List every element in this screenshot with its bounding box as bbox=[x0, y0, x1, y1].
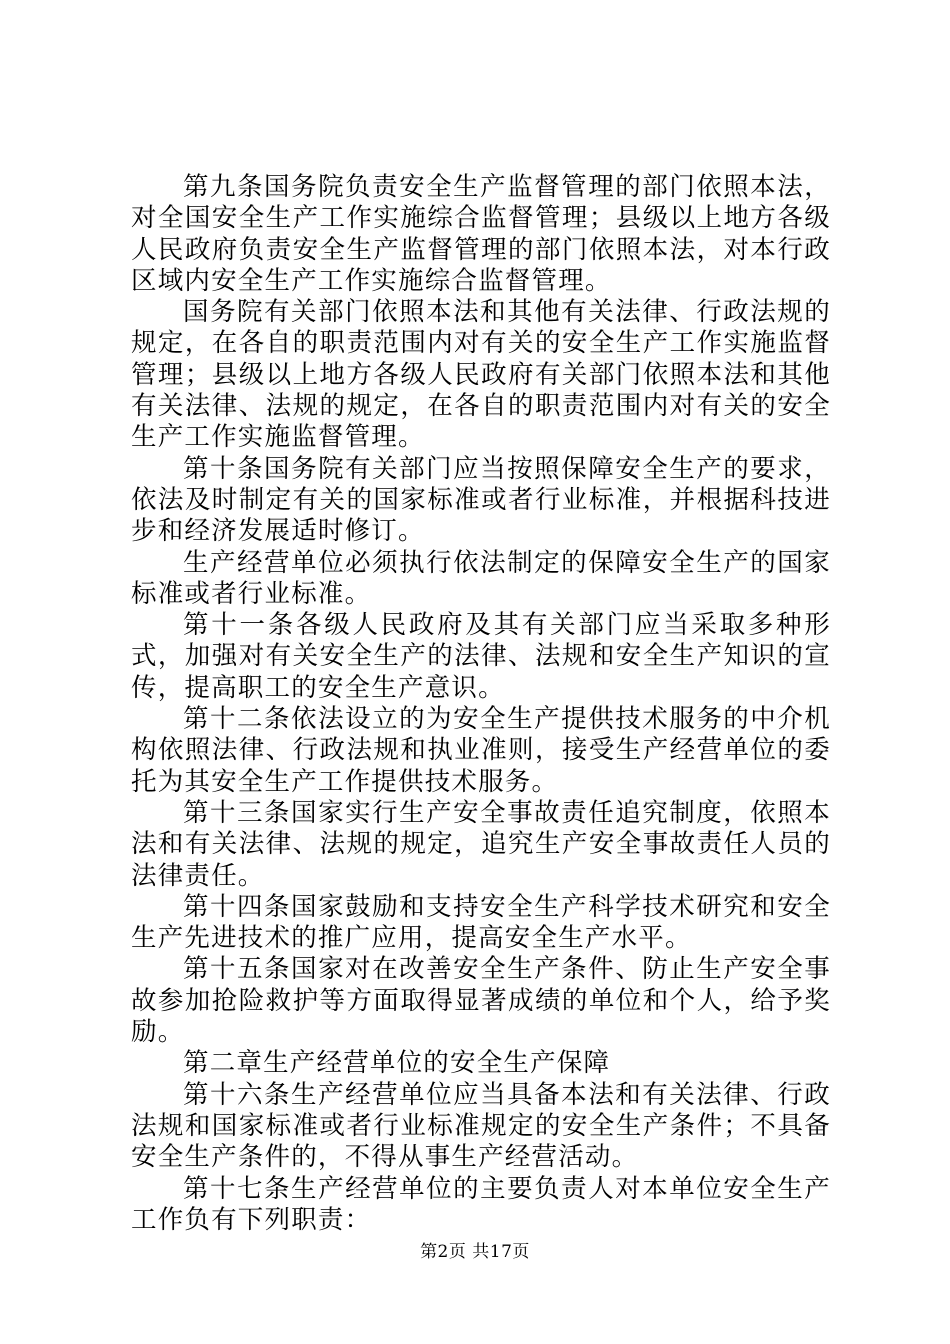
paragraph-article-15: 第十五条国家对在改善安全生产条件、防止生产安全事故参加抢险救护等方面取得显著成绩的单位和个人，给予奖励。 bbox=[131, 954, 831, 1048]
document-body bbox=[131, 172, 831, 1236]
page-footer bbox=[0, 1240, 950, 1264]
paragraph-article-13: 第十三条国家实行生产安全事故责任追究制度，依照本法和有关法律、法规的规定，追究生产安全事故责任人员的法律责任。 bbox=[131, 797, 831, 891]
paragraph-article-9-clause-2: 国务院有关部门依照本法和其他有关法律、行政法规的规定，在各自的职责范围内对有关的安全生产工作实施监督管理；县级以上地方各级人民政府有关部门依照本法和其他有关法律、法规的规定，在各自的职责范围内对有关的安全生产工作实施监督管理。 bbox=[131, 297, 831, 453]
page-number-label: 第2页 共17页 bbox=[420, 1242, 530, 1262]
paragraph-article-9: 第九条国务院负责安全生产监督管理的部门依照本法，对全国安全生产工作实施综合监督管理；县级以上地方各级人民政府负责安全生产监督管理的部门依照本法，对本行政区域内安全生产工作实施综合监督管理。 bbox=[131, 172, 831, 296]
chapter-heading: 第二章生产经营单位的安全生产保障 bbox=[183, 1048, 611, 1079]
paragraph-article-12: 第十二条依法设立的为安全生产提供技术服务的中介机构依照法律、行政法规和执业准则，接受生产经营单位的委托为其安全生产工作提供技术服务。 bbox=[131, 704, 831, 797]
paragraph-article-17: 第十七条生产经营单位的主要负责人对本单位安全生产工作负有下列职责： bbox=[131, 1173, 831, 1235]
paragraph-article-10: 第十条国务院有关部门应当按照保障安全生产的要求，依法及时制定有关的国家标准或者行业标准，并根据科技进步和经济发展适时修订。 bbox=[131, 453, 831, 547]
paragraph-article-11: 第十一条各级人民政府及其有关部门应当采取多种形式，加强对有关安全生产的法律、法规和安全生产知识的宣传，提高职工的安全生产意识。 bbox=[131, 610, 831, 703]
paragraph-article-10-clause-2: 生产经营单位必须执行依法制定的保障安全生产的国家标准或者行业标准。 bbox=[131, 547, 831, 609]
paragraph-article-14: 第十四条国家鼓励和支持安全生产科学技术研究和安全生产先进技术的推广应用，提高安全生产水平。 bbox=[131, 891, 831, 954]
paragraph-article-16: 第十六条生产经营单位应当具备本法和有关法律、行政法规和国家标准或者行业标准规定的安全生产条件；不具备安全生产条件的，不得从事生产经营活动。 bbox=[131, 1079, 831, 1173]
